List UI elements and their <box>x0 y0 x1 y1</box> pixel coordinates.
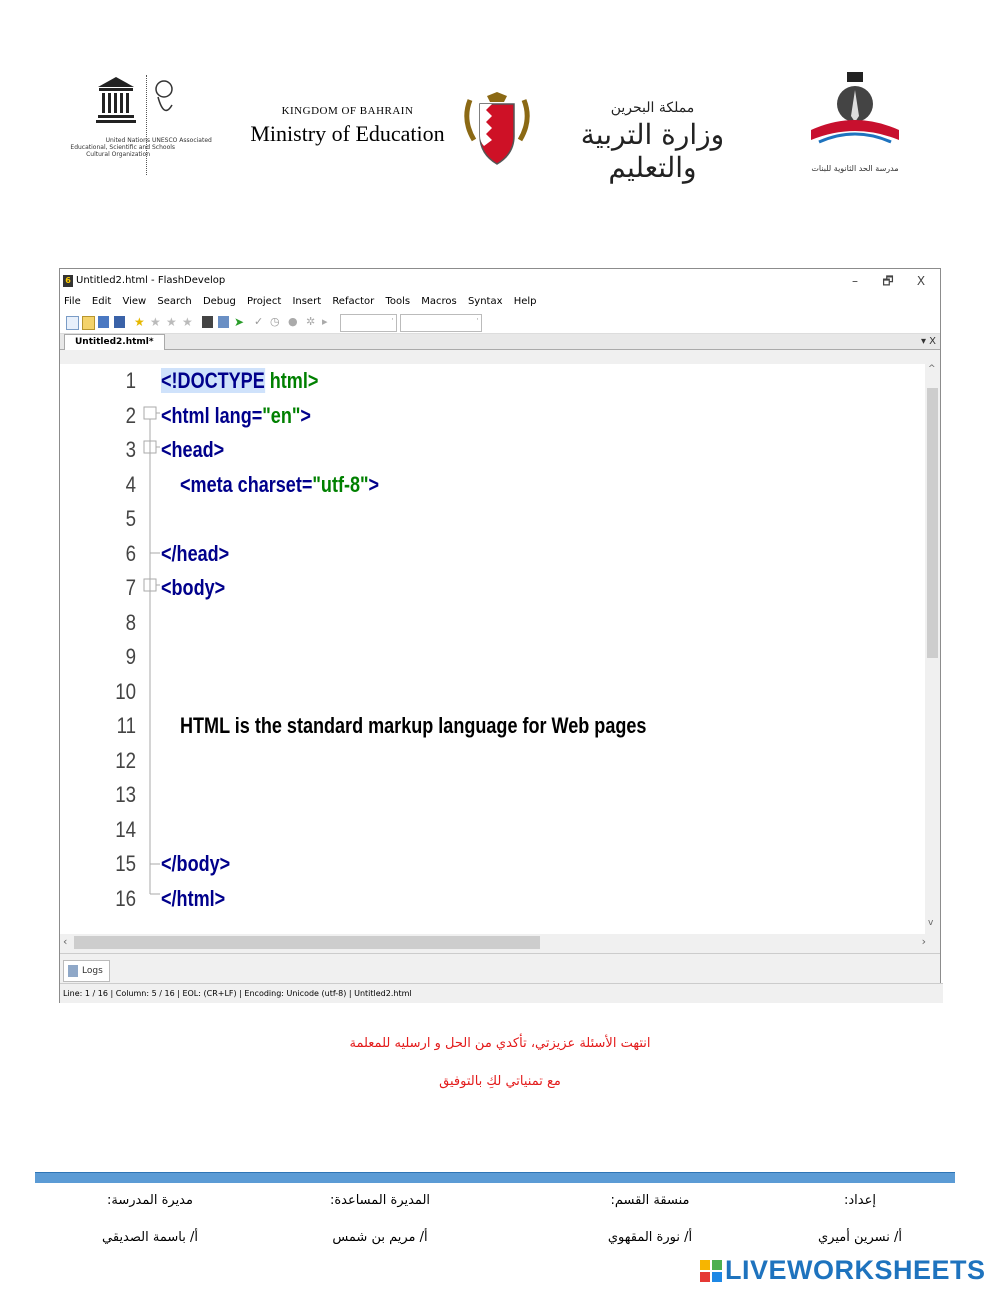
open-file-icon[interactable] <box>82 316 95 330</box>
scroll-up-icon[interactable]: ^ <box>928 364 936 374</box>
settings-icon[interactable]: ✲ <box>306 315 316 328</box>
line-number: 7 <box>125 575 136 600</box>
line-number: 3 <box>125 437 136 462</box>
code-line-6: </head> <box>161 541 230 566</box>
school-emblem-icon <box>805 70 905 160</box>
menu-insert[interactable]: Insert <box>292 296 322 307</box>
chevron-down-icon: · <box>391 315 394 325</box>
restore-button[interactable]: 🗗 <box>882 274 894 288</box>
header-logos <box>0 60 1000 190</box>
unesco-logo <box>70 75 230 185</box>
code-line-1: <!DOCTYPE html> <box>161 368 319 393</box>
save-icon[interactable] <box>98 316 109 328</box>
ministry-arabic <box>545 100 760 184</box>
associated-schools-icon <box>152 79 176 119</box>
signature-role: مديرة المدرسة: <box>107 1193 193 1208</box>
menu-macros[interactable]: Macros <box>421 296 457 307</box>
title-bar <box>60 269 940 293</box>
logs-tab[interactable] <box>63 960 110 982</box>
run-icon[interactable]: ➤ <box>234 315 245 329</box>
line-number: 15 <box>115 851 136 876</box>
footer-divider <box>35 1172 955 1183</box>
menu-tools[interactable]: Tools <box>385 296 411 307</box>
code-line-7: <body> <box>161 575 226 600</box>
chevron-down-icon: · <box>476 315 479 325</box>
line-number: 13 <box>115 782 136 807</box>
play-icon[interactable]: ▸ <box>322 315 328 328</box>
config-select[interactable] <box>340 314 397 332</box>
line-number: 1 <box>125 368 136 393</box>
menu-search[interactable]: Search <box>157 296 192 307</box>
menu-refactor[interactable]: Refactor <box>332 296 375 307</box>
line-number: 5 <box>125 506 136 531</box>
arabic-ministry-label: وزارة التربية والتعليم <box>580 118 725 184</box>
line-number: 11 <box>116 713 136 738</box>
build-icon[interactable] <box>202 316 213 328</box>
clock-icon[interactable]: ◷ <box>270 315 280 328</box>
menu-debug[interactable]: Debug <box>202 296 236 307</box>
associated-schools-text: UNESCO Associated Schools <box>152 137 212 151</box>
menu-syntax[interactable]: Syntax <box>467 296 503 307</box>
line-number: 2 <box>125 403 136 428</box>
line-number: 4 <box>125 472 136 497</box>
signature-name: أ/ نسرين أميري <box>817 1230 902 1245</box>
signature-name: أ/ مريم بن شمس <box>332 1230 428 1245</box>
scroll-left-icon[interactable]: ‹ <box>63 935 68 948</box>
line-number: 9 <box>125 644 136 669</box>
panel-icon[interactable] <box>218 316 229 328</box>
line-number: 6 <box>125 541 136 566</box>
closing-message-line-2: مع تمنياتي لكِ بالتوفيق <box>439 1074 561 1089</box>
document-tabs <box>60 334 940 350</box>
minimize-button[interactable]: – <box>852 274 858 288</box>
liveworksheets-wordmark: LIVEWORKSHEETS <box>725 1255 986 1285</box>
code-line-4: <meta charset="utf-8"> <box>180 472 380 497</box>
scroll-down-icon[interactable]: v <box>928 918 934 928</box>
signature-name: أ/ نورة المقهوي <box>607 1230 693 1245</box>
line-number: 12 <box>115 748 136 773</box>
line-number: 14 <box>115 817 136 842</box>
unesco-text: United Nations Educational, Scientific and Cultural Organization <box>70 137 150 158</box>
kingdom-label: KINGDOM OF BAHRAIN <box>281 105 414 117</box>
code-editor[interactable] <box>60 364 940 934</box>
menu-file[interactable]: File <box>64 296 81 307</box>
code-line-3: <head> <box>161 437 225 462</box>
menu-project[interactable]: Project <box>247 296 282 307</box>
arabic-kingdom-label: مملكة البحرين <box>610 100 695 116</box>
bahrain-crest-icon <box>462 90 532 170</box>
window-title: Untitled2.html - FlashDevelop <box>76 275 226 286</box>
logs-panel-bar <box>60 953 940 984</box>
menu-edit[interactable]: Edit <box>91 296 112 307</box>
tab-untitled2[interactable]: Untitled2.html* <box>64 334 165 350</box>
code-line-15: </body> <box>161 851 231 876</box>
star-prev-icon[interactable]: ★ <box>150 315 161 329</box>
new-file-icon[interactable] <box>66 316 79 330</box>
line-number: 8 <box>125 610 136 635</box>
logs-icon <box>68 965 78 977</box>
liveworksheets-logo-icon <box>700 1260 722 1282</box>
bookmark-star-icon[interactable]: ★ <box>134 315 145 329</box>
scroll-right-icon[interactable]: › <box>921 935 926 948</box>
liveworksheets-brand <box>700 1255 986 1286</box>
school-logo <box>800 70 910 173</box>
closing-message-line-1: انتهت الأسئلة عزيزتي، تأكدي من الحل و ارسليه للمعلمة <box>349 1036 651 1051</box>
horizontal-scroll-thumb[interactable] <box>74 936 540 949</box>
vertical-scrollbar[interactable] <box>925 364 940 934</box>
line-number: 16 <box>115 886 136 911</box>
platform-select[interactable] <box>400 314 482 332</box>
toolbar <box>60 311 940 334</box>
ministry-english <box>240 105 455 147</box>
school-caption: مدرسة الحد الثانوية للبنات <box>811 164 899 173</box>
flashdevelop-app-icon: 6 <box>63 275 73 287</box>
debug-icon[interactable]: ● <box>288 315 298 328</box>
star-clear-icon[interactable]: ★ <box>182 315 193 329</box>
horizontal-scrollbar[interactable] <box>60 934 940 951</box>
status-bar: Line: 1 / 16 | Column: 5 / 16 | EOL: (CR+LF) | Encoding: Unicode (utf-8) | Untitled2.html <box>60 983 943 1003</box>
save-all-icon[interactable] <box>114 316 125 328</box>
unesco-temple-icon <box>96 75 136 125</box>
signature-role: منسقة القسم: <box>610 1193 690 1208</box>
line-number-gutter <box>60 364 140 934</box>
code-line-11: HTML is the standard markup language for Web pages <box>180 713 647 738</box>
check-icon[interactable]: ✓ <box>254 315 264 328</box>
close-button[interactable]: X <box>916 274 926 288</box>
code-line-16: </html> <box>161 886 226 911</box>
signature-role: المديرة المساعدة: <box>329 1193 431 1208</box>
vertical-scroll-thumb[interactable] <box>927 388 938 658</box>
menu-bar <box>60 293 940 311</box>
logs-tab-label: Logs <box>82 966 103 976</box>
flashdevelop-window <box>59 268 941 1003</box>
menu-help[interactable]: Help <box>513 296 537 307</box>
signature-name: أ/ باسمة الصديقي <box>102 1230 198 1245</box>
menu-view[interactable]: View <box>122 296 147 307</box>
fold-margin[interactable] <box>140 364 160 934</box>
ministry-label: Ministry of Education <box>250 121 445 146</box>
star-next-icon[interactable]: ★ <box>166 315 177 329</box>
line-number: 10 <box>115 679 136 704</box>
signature-role: إعداد: <box>844 1193 876 1208</box>
code-line-2: <html lang="en"> <box>161 403 311 428</box>
tab-close-menu[interactable]: ▾ X <box>920 336 936 347</box>
